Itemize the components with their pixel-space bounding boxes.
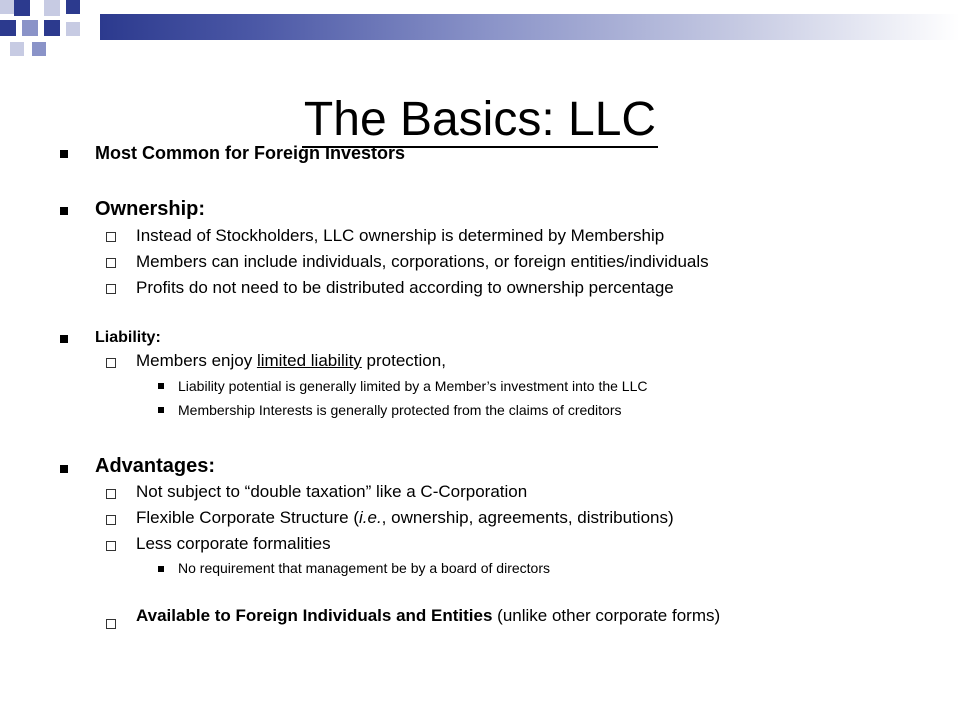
bullet-box-icon — [106, 515, 116, 525]
bullet-square-icon — [158, 407, 164, 413]
advantage-item4-rest: (unlike other corporate forms) — [492, 606, 721, 625]
bullet-box-icon — [106, 258, 116, 268]
page-title — [0, 90, 960, 150]
advantage-item2-pre: Flexible Corporate Structure ( — [136, 508, 359, 527]
advantage-item4-bold: Available to Foreign Individuals and Entities — [136, 606, 493, 625]
advantage-item2-post: , ownership, agreements, distributions) — [381, 508, 674, 527]
bullet-square-icon — [60, 207, 68, 215]
bullet-box-icon — [106, 489, 116, 499]
bullet-box-icon — [106, 284, 116, 294]
advantage-item — [136, 606, 720, 626]
section-common: Most Common for Foreign Investors — [95, 143, 406, 163]
ownership-item: Profits do not need to be distributed according to ownership percentage — [136, 278, 674, 297]
page-title-text: The Basics: LLC — [303, 93, 657, 146]
bullet-box-icon — [106, 619, 116, 629]
ownership-item: Instead of Stockholders, LLC ownership is determined by Membership — [136, 226, 665, 245]
liability-item-post: protection, — [361, 351, 446, 370]
liability-item — [136, 351, 446, 371]
liability-subitem: Membership Interests is generally protected from the claims of creditors — [178, 402, 622, 418]
ownership-item: Members can include individuals, corporations, or foreign entities/individuals — [136, 252, 709, 271]
section-ownership: Ownership: — [95, 198, 206, 220]
bullet-box-icon — [106, 358, 116, 368]
bullet-box-icon — [106, 232, 116, 242]
liability-subitem: Liability potential is generally limited by a Member’s investment into the LLC — [178, 378, 648, 394]
bullet-square-icon — [60, 335, 68, 343]
advantage-item: Not subject to “double taxation” like a C-Corporation — [136, 482, 528, 501]
bullet-square-icon — [158, 566, 164, 572]
section-advantages: Advantages: — [95, 455, 216, 477]
advantage-item — [136, 508, 674, 528]
advantage-item2-italic: i.e. — [358, 508, 382, 527]
advantage-subitem: No requirement that management be by a board of directors — [178, 560, 550, 576]
section-liability: Liability: — [95, 329, 161, 346]
limited-liability-text: limited liability — [256, 351, 362, 370]
bullet-square-icon — [60, 150, 68, 158]
bullet-square-icon — [60, 465, 68, 473]
advantage-item: Less corporate formalities — [136, 534, 331, 553]
bullet-box-icon — [106, 541, 116, 551]
liability-item-pre: Members enjoy — [136, 351, 257, 370]
bullet-square-icon — [158, 383, 164, 389]
